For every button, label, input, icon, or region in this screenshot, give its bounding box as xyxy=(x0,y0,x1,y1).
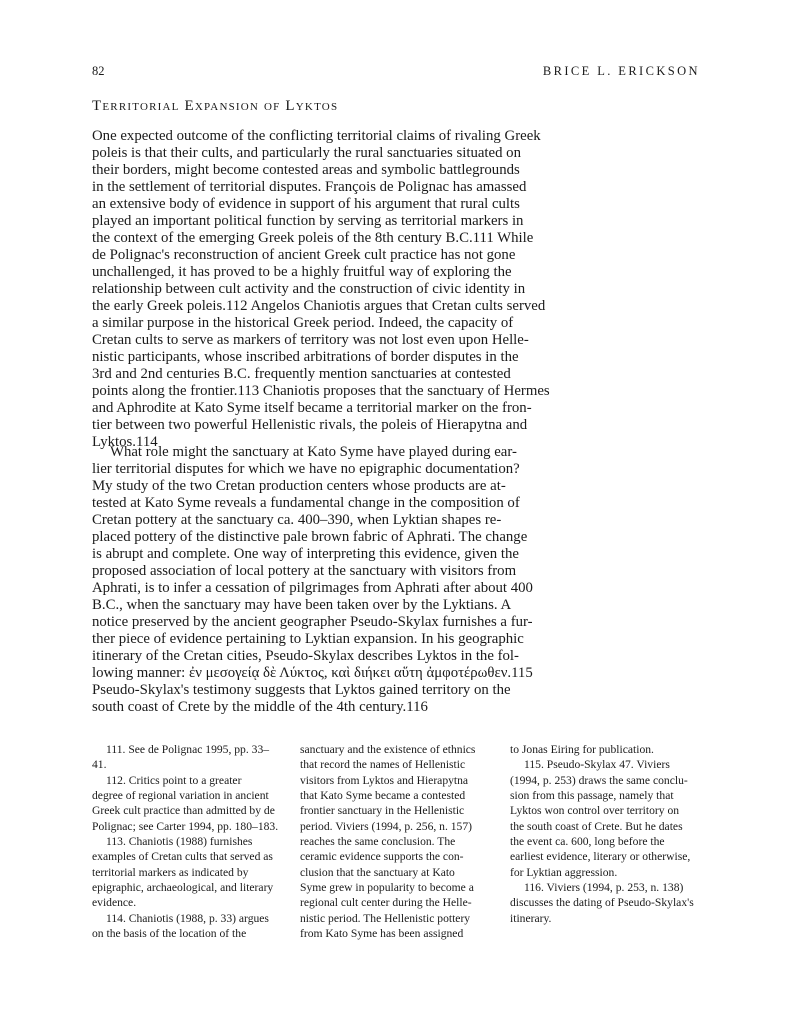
body-line: a similar purpose in the historical Greek period. Indeed, the capacity of xyxy=(92,315,514,331)
body-line: an extensive body of evidence in support of his argument that rural cults xyxy=(92,196,520,212)
body-line: nistic participants, whose inscribed arbitrations of border disputes in the xyxy=(92,349,519,365)
footnotes-column-3 xyxy=(510,742,698,926)
footnote-line: territorial markers as indicated by xyxy=(92,865,249,879)
footnotes-column-2 xyxy=(300,742,488,941)
footnote-line: the south coast of Crete. But he dates xyxy=(510,819,683,833)
body-line: Aphrati, is to infer a cessation of pilgrimages from Aphrati after about 400 xyxy=(92,580,533,596)
footnote-line: epigraphic, archaeological, and literary xyxy=(92,881,274,895)
body-line: Cretan pottery at the sanctuary ca. 400–390, when Lyktian shapes re- xyxy=(92,512,502,528)
footnote-line: sion from this passage, namely that xyxy=(510,789,674,803)
body-paragraph-2 xyxy=(92,444,533,716)
footnote-line: 41. xyxy=(92,758,107,772)
body-line: ther piece of evidence pertaining to Lyktian expansion. In his geographic xyxy=(92,631,524,647)
footnote-line: Lyktos won control over territory on xyxy=(510,804,680,818)
body-line: de Polignac's reconstruction of ancient Greek cult practice has not gone xyxy=(92,247,516,263)
footnote-line: reaches the same conclusion. The xyxy=(300,835,456,849)
footnote-line: evidence. xyxy=(92,896,137,910)
body-line: relationship between cult activity and the construction of civic identity in xyxy=(92,281,526,297)
running-head: BRICE L. ERICKSON xyxy=(542,64,700,78)
body-line: played an important political function by serving as territorial markers in xyxy=(92,213,524,229)
body-line: One expected outcome of the conflicting territorial claims of rivaling Greek xyxy=(92,128,541,144)
footnote-line: on the basis of the location of the xyxy=(92,927,247,941)
footnote-line: Greek cult practice than admitted by de xyxy=(92,804,275,818)
footnote-line: the event ca. 600, long before the xyxy=(510,835,665,849)
body-line: is abrupt and complete. One way of interpreting this evidence, given the xyxy=(92,546,519,562)
footnote-line: examples of Cretan cults that served as xyxy=(92,850,273,864)
footnote-line: ceramic evidence supports the con- xyxy=(300,850,464,864)
body-line: south coast of Crete by the middle of the 4th century.116 xyxy=(92,699,428,715)
body-line: proposed association of local pottery at the sanctuary with visitors from xyxy=(92,563,517,579)
body-line: in the settlement of territorial disputes. François de Polignac has amassed xyxy=(92,179,527,195)
footnote-line: regional cult center during the Helle- xyxy=(300,896,472,910)
body-line: itinerary of the Cretan cities, Pseudo-Skylax describes Lyktos in the fol- xyxy=(92,648,519,664)
body-line: What role might the sanctuary at Kato Syme have played during ear- xyxy=(110,444,517,460)
footnote-line: 113. Chaniotis (1988) furnishes xyxy=(106,835,253,849)
body-line: poleis is that their cults, and particularly the rural sanctuaries situated on xyxy=(92,145,521,161)
footnote-line: 114. Chaniotis (1988, p. 33) argues xyxy=(106,911,269,925)
body-line: placed pottery of the distinctive pale brown fabric of Aphrati. The change xyxy=(92,529,528,545)
body-paragraph-1 xyxy=(92,128,550,451)
body-line: the early Greek poleis.112 Angelos Chaniotis argues that Cretan cults served xyxy=(92,298,546,314)
footnote-line: 111. See de Polignac 1995, pp. 33– xyxy=(106,743,270,756)
footnote-line: 116. Viviers (1994, p. 253, n. 138) xyxy=(524,881,684,895)
body-line: Lyktos.114 xyxy=(92,434,158,450)
footnote-line: that record the names of Hellenistic xyxy=(300,758,466,772)
body-line: lier territorial disputes for which we have no epigraphic documentation? xyxy=(92,461,520,477)
body-line: and Aphrodite at Kato Syme itself became a territorial marker on the fron- xyxy=(92,400,532,416)
footnote-line: earliest evidence, literary or otherwise, xyxy=(510,850,691,864)
footnote-line: nistic period. The Hellenistic pottery xyxy=(300,911,471,925)
footnote-line: 115. Pseudo-Skylax 47. Viviers xyxy=(524,758,670,772)
footnote-line: frontier sanctuary in the Hellenistic xyxy=(300,804,465,818)
body-line: 3rd and 2nd centuries B.C. frequently mention sanctuaries at contested xyxy=(92,366,511,382)
footnote-line: Syme grew in popularity to become a xyxy=(300,881,474,895)
body-line: points along the frontier.113 Chaniotis proposes that the sanctuary of Hermes xyxy=(92,383,550,399)
section-heading: Territorial Expansion of Lyktos xyxy=(92,98,339,114)
body-line: notice preserved by the ancient geographer Pseudo-Skylax furnishes a fur- xyxy=(92,614,533,630)
footnote-line: discusses the dating of Pseudo-Skylax's xyxy=(510,896,694,910)
footnote-line: to Jonas Eiring for publication. xyxy=(510,743,654,756)
footnote-line: degree of regional variation in ancient xyxy=(92,789,269,803)
footnotes-column-1 xyxy=(92,742,278,941)
footnote-line: itinerary. xyxy=(510,911,552,925)
body-line: unchallenged, it has proved to be a highly fruitful way of exploring the xyxy=(92,264,512,280)
body-line: B.C., when the sanctuary may have been taken over by the Lyktians. A xyxy=(92,597,512,613)
footnote-line: for Lyktian aggression. xyxy=(510,865,618,879)
footnote-line: (1994, p. 253) draws the same conclu- xyxy=(510,773,688,787)
footnote-line: period. Viviers (1994, p. 256, n. 157) xyxy=(300,819,473,833)
footnote-line: Polignac; see Carter 1994, pp. 180–183. xyxy=(92,819,279,833)
body-line: My study of the two Cretan production centers whose products are at- xyxy=(92,478,506,494)
body-line: tier between two powerful Hellenistic rivals, the poleis of Hierapytna and xyxy=(92,417,528,433)
body-line: the context of the emerging Greek poleis of the 8th century B.C.111 While xyxy=(92,230,534,246)
footnote-line: visitors from Lyktos and Hierapytna xyxy=(300,773,469,787)
body-line: tested at Kato Syme reveals a fundamental change in the composition of xyxy=(92,495,520,511)
body-line: Cretan cults to serve as markers of territory was not lost even upon Helle- xyxy=(92,332,529,348)
page-number: 82 xyxy=(92,64,105,78)
footnote-line: 112. Critics point to a greater xyxy=(106,773,242,787)
body-line: their borders, might become contested areas and symbolic battlegrounds xyxy=(92,162,520,178)
footnote-line: sanctuary and the existence of ethnics xyxy=(300,743,476,756)
footnote-line: clusion that the sanctuary at Kato xyxy=(300,865,455,879)
body-line: lowing manner: ἐν μεσογείᾳ δὲ Λύκτος, καὶ διήκει αὕτη ἀμφοτέρωθεν.115 xyxy=(92,665,533,681)
footnote-line: that Kato Syme became a contested xyxy=(300,789,466,803)
footnote-line: from Kato Syme has been assigned xyxy=(300,927,464,941)
body-line: Pseudo-Skylax's testimony suggests that Lyktos gained territory on the xyxy=(92,682,511,698)
